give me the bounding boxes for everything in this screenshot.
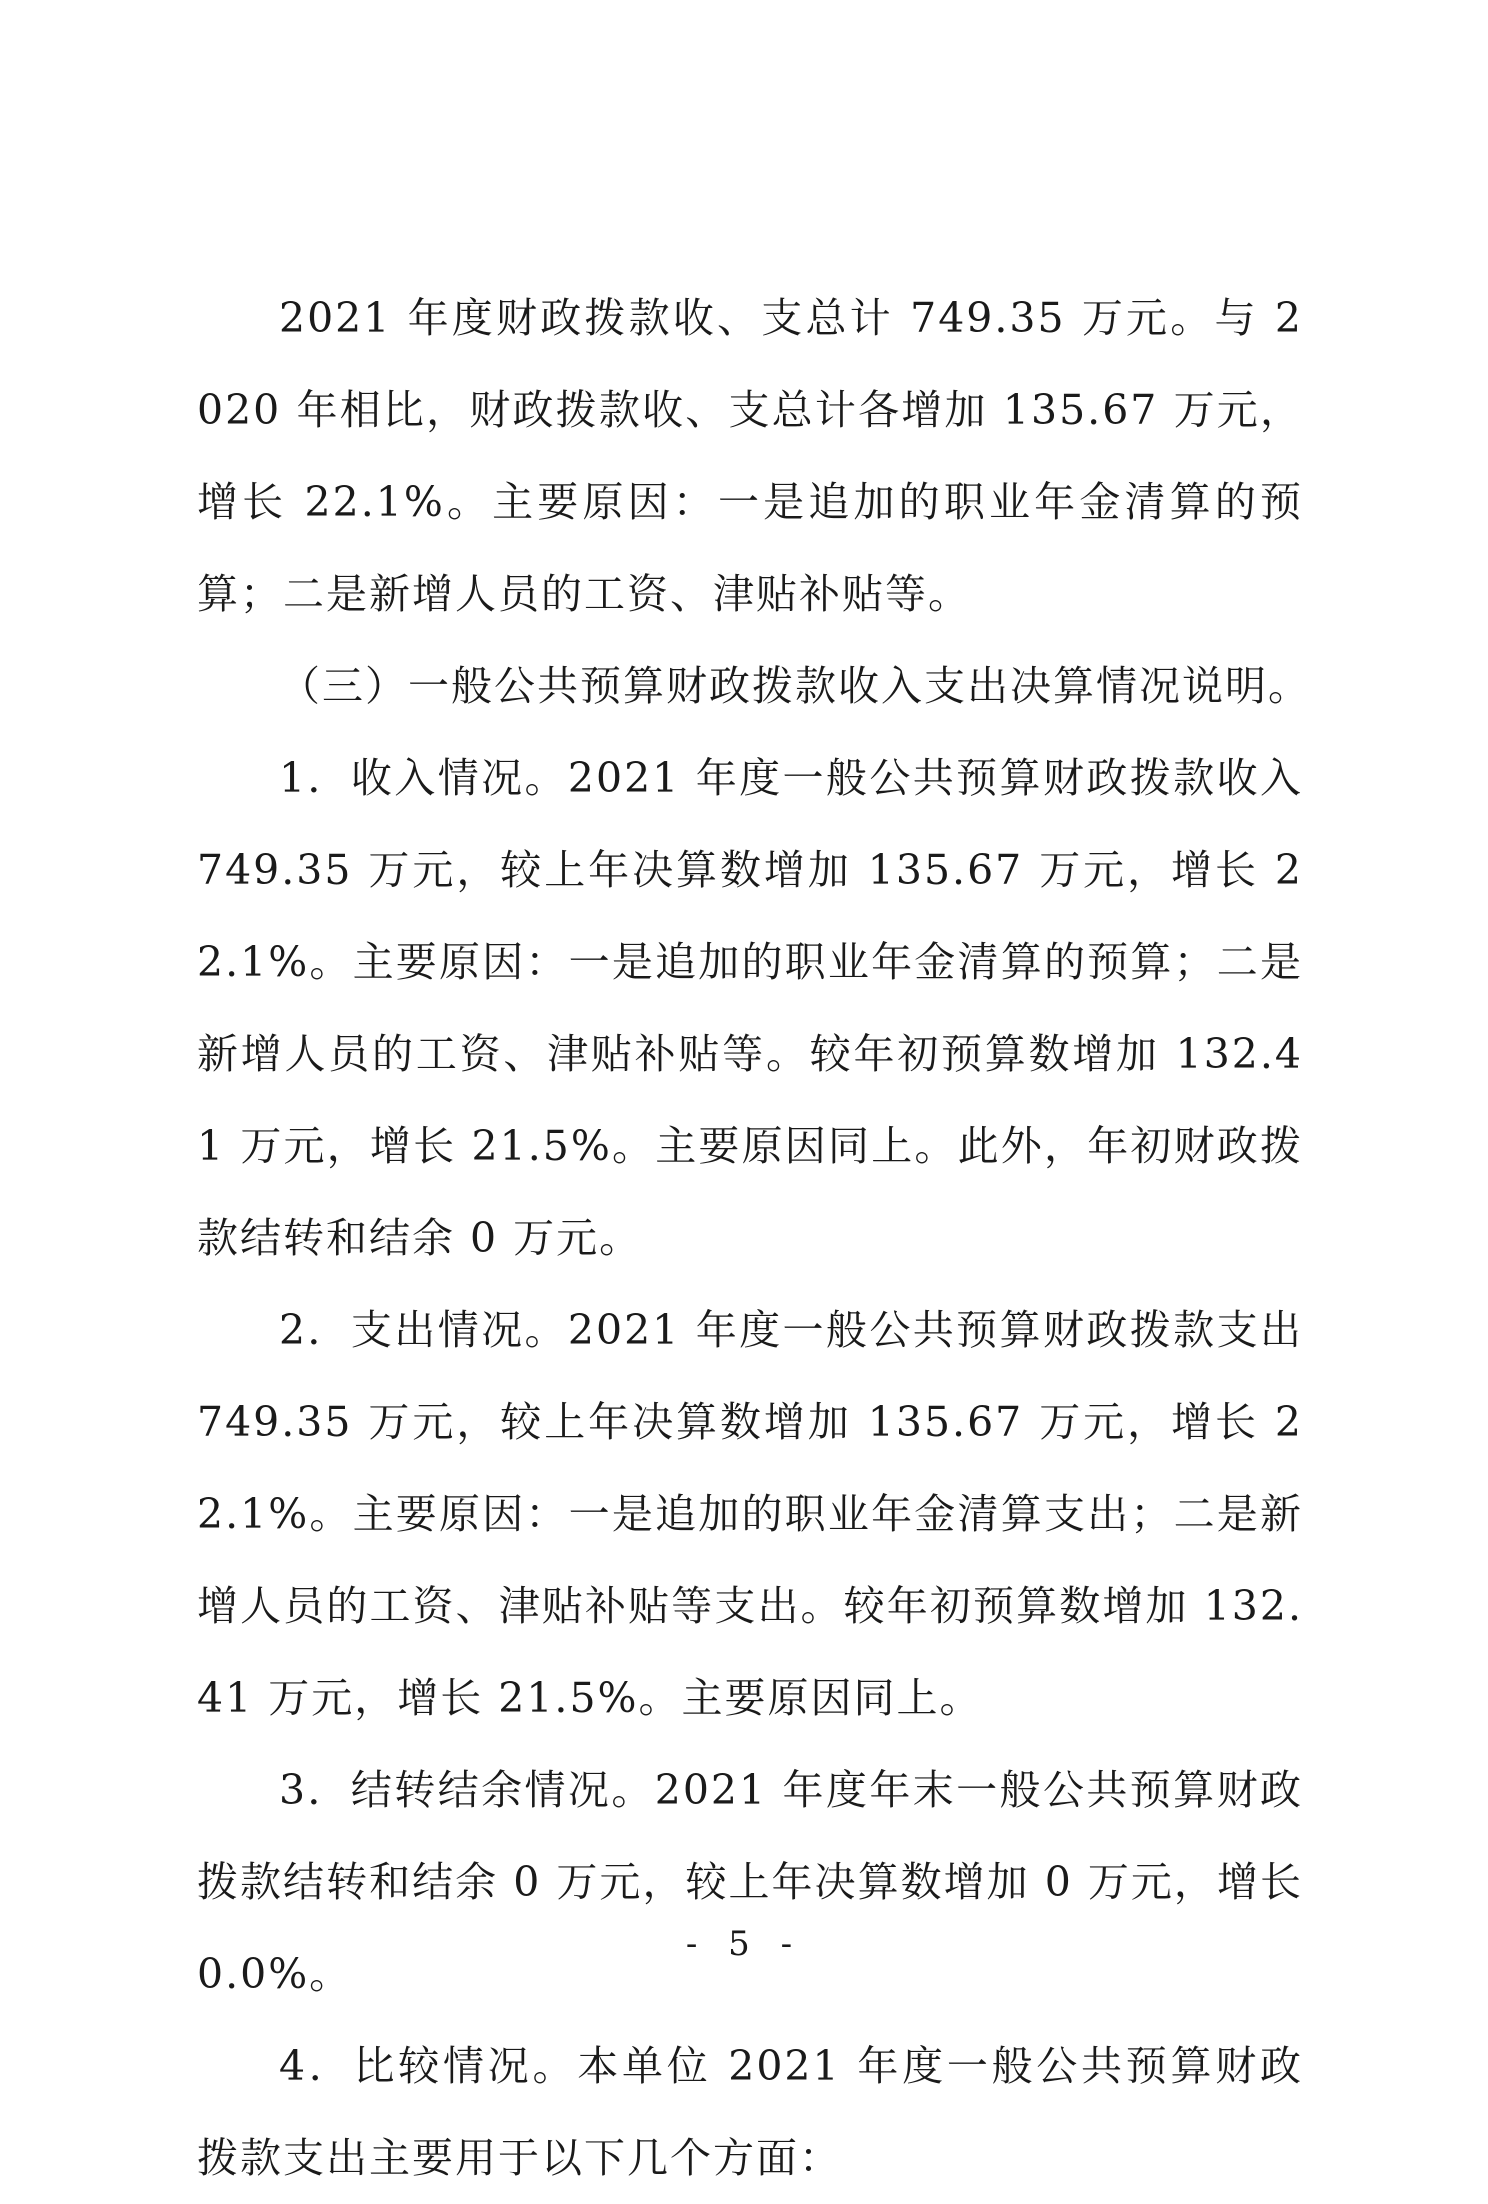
paragraph-carryover: 3．结转结余情况。2021 年度年末一般公共预算财政拨款结转和结余 0 万元，较上年决算数增加 0 万元，增长 0.0%。	[197, 1766, 1303, 1998]
section-heading-general-budget: （三）一般公共预算财政拨款收入支出决算情况说明。	[279, 662, 1311, 710]
document-body	[197, 272, 1311, 2204]
page-number: - 5 -	[685, 1924, 803, 1964]
paragraph-total-appropriation: 2021 年度财政拨款收、支总计 749.35 万元。与 2020 年相比，财政拨款收、支总计各增加 135.67 万元，增长 22.1%。主要原因：一是追加的职业年金清算的预算；二是新增人员的工资、津贴补贴等。	[197, 294, 1303, 618]
paragraph-expenditure: 2．支出情况。2021 年度一般公共预算财政拨款支出 749.35 万元，较上年决算数增加 135.67 万元，增长 22.1%。主要原因：一是追加的职业年金清算支出；二是新增人员的工资、津贴补贴等支出。较年初预算数增加 132.41 万元，增长 21.5%。主要原因同上。	[197, 1306, 1303, 1722]
paragraph-comparison: 4．比较情况。本单位 2021 年度一般公共预算财政拨款支出主要用于以下几个方面：	[197, 2042, 1303, 2182]
paragraph-income: 1．收入情况。2021 年度一般公共预算财政拨款收入 749.35 万元，较上年决算数增加 135.67 万元，增长 22.1%。主要原因：一是追加的职业年金清算的预算；二是新增人员的工资、津贴补贴等。较年初预算数增加 132.41 万元，增长 21.5%。主要原因同上。此外，年初财政拨款结转和结余 0 万元。	[197, 754, 1303, 1262]
